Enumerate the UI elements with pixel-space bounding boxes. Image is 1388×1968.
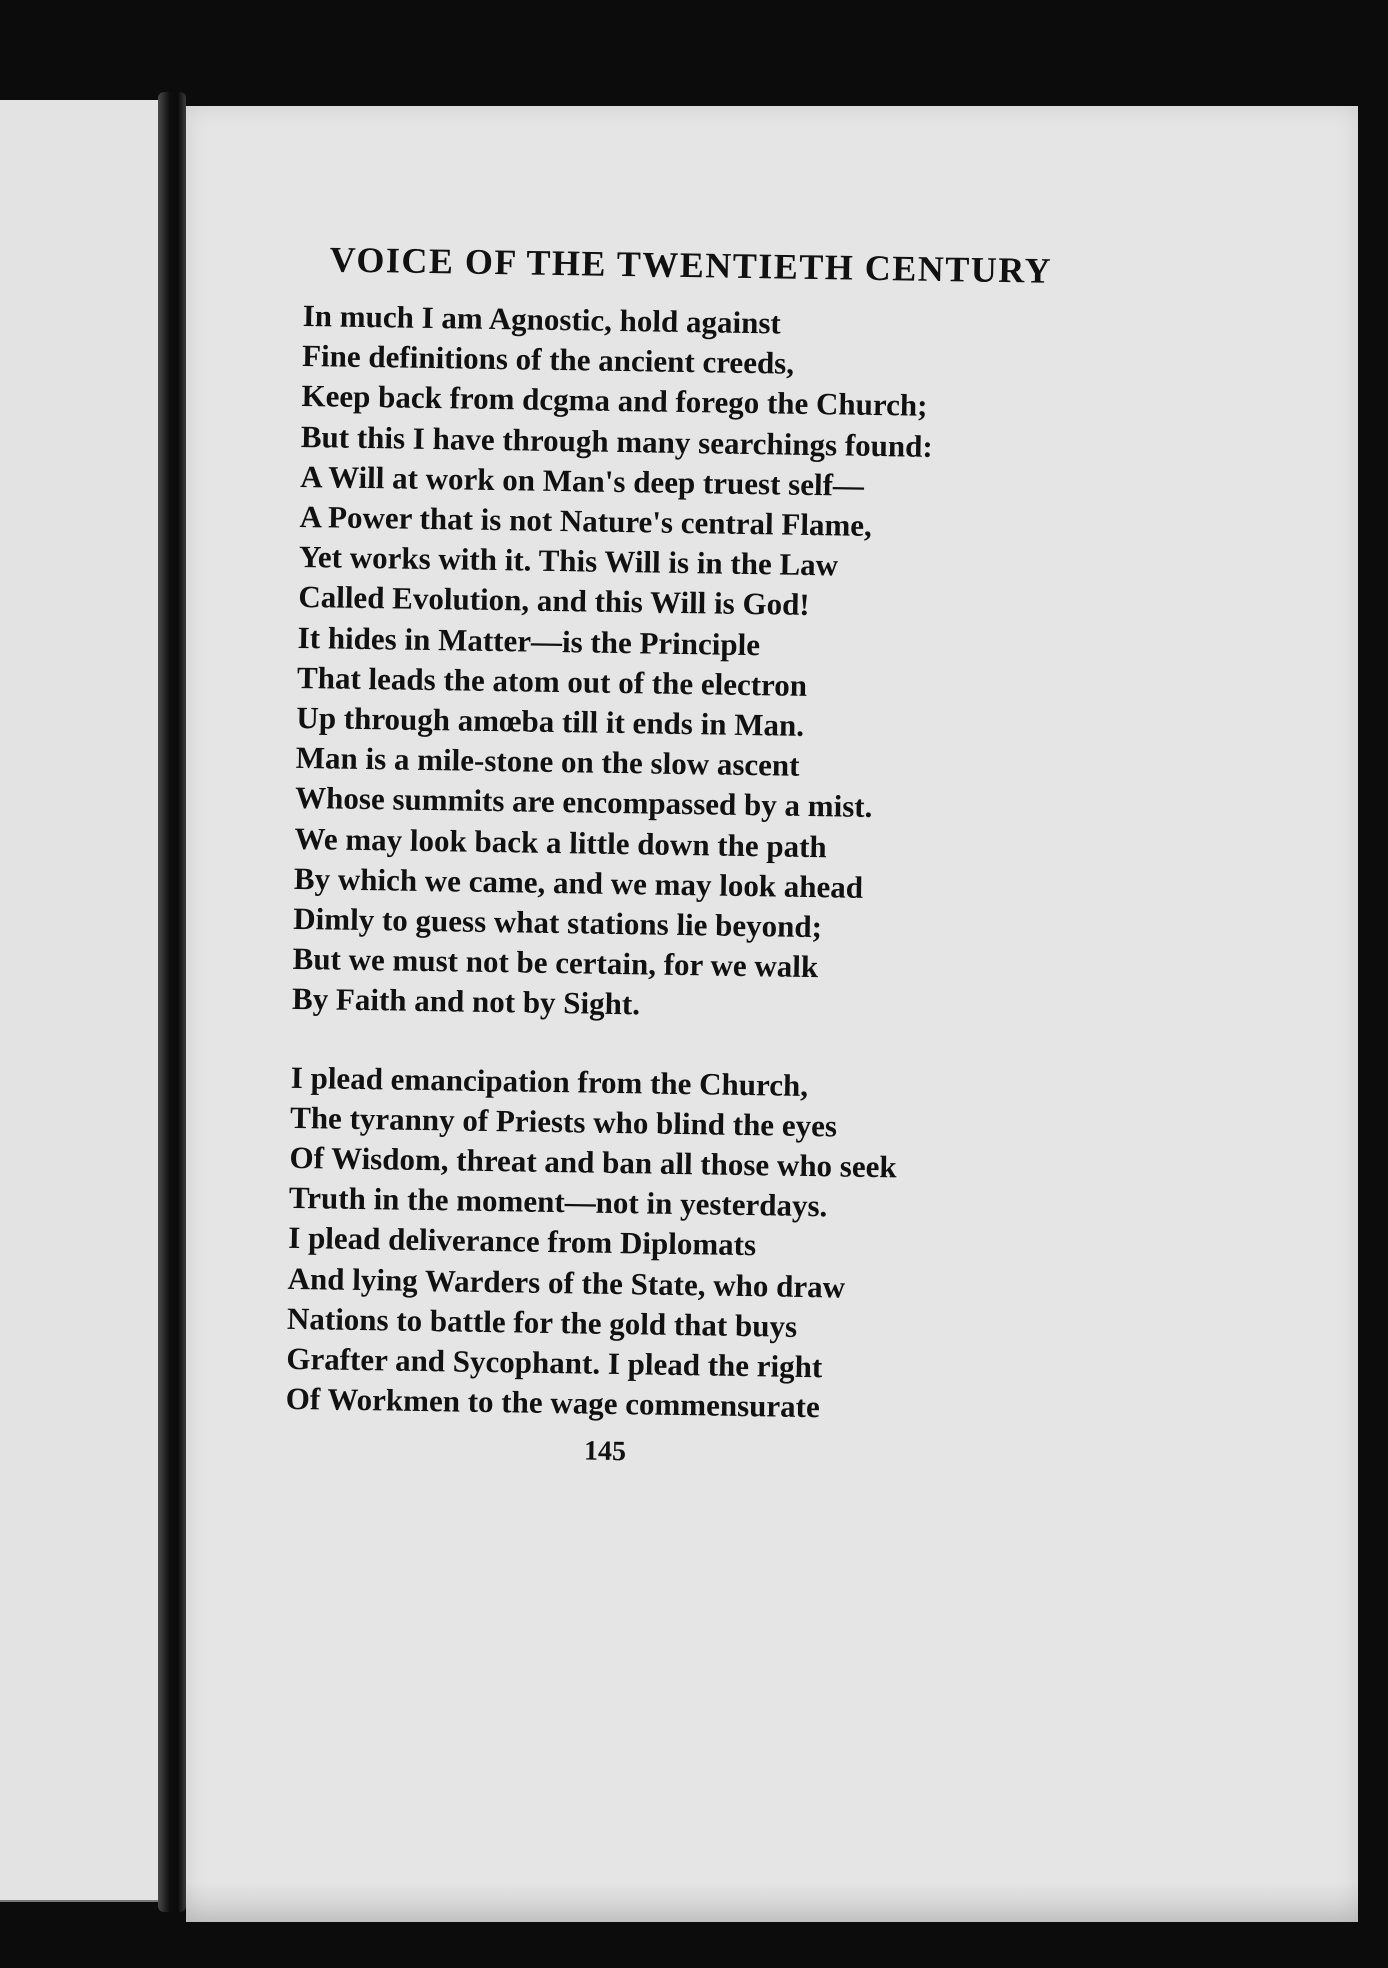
verse-line: Dimly to guess what stations lie beyond; xyxy=(293,900,823,945)
verse-line: But this I have through many searchings found: xyxy=(300,418,934,464)
verse-line: By Faith and not by Sight. xyxy=(291,981,641,1022)
verse-line: I plead emancipation from the Church, xyxy=(290,1059,809,1103)
verse-line: Grafter and Sycophant. I plead the right xyxy=(286,1340,823,1385)
page-text xyxy=(285,238,1134,1476)
verse-line: In much I am Agnostic, hold against xyxy=(302,297,782,341)
verse-line: Truth in the moment—not in yesterdays. xyxy=(288,1180,828,1224)
verse-line: And lying Warders of the State, who draw xyxy=(287,1260,846,1305)
verse-line: That leads the atom out of the electron xyxy=(296,659,808,703)
verse-line: Yet works with it. This Will is in the Law xyxy=(298,539,839,583)
verse-line: Of Workmen to the wage commensurate xyxy=(285,1381,821,1425)
stanza-2 xyxy=(285,1058,1121,1433)
page-number: 145 xyxy=(583,1436,627,1468)
verse-line: I plead deliverance from Diplomats xyxy=(288,1220,757,1263)
book-gutter xyxy=(158,92,186,1912)
verse-line: A Will at work on Man's deep truest self— xyxy=(299,458,865,503)
verse-line: It hides in Matter—is the Principle xyxy=(297,619,761,662)
verse-line: Fine definitions of the ancient creeds, xyxy=(301,338,795,381)
verse-line: By which we came, and we may look ahead xyxy=(293,860,864,905)
verse-line: Up through amœba till it ends in Man. xyxy=(296,699,805,743)
verse-line: Whose summits are encompassed by a mist. xyxy=(294,780,873,825)
verse-line: We may look back a little down the path xyxy=(294,820,828,864)
left-page xyxy=(0,100,172,1902)
verse-line: Called Evolution, and this Will is God! xyxy=(298,579,810,623)
verse-line: Of Wisdom, threat and ban all those who seek xyxy=(289,1139,897,1185)
verse-line: Man is a mile-stone on the slow ascent xyxy=(295,740,800,784)
verse-line: A Power that is not Nature's central Flame, xyxy=(299,498,873,543)
verse-line: But we must not be certain, for we walk xyxy=(292,941,819,985)
verse-line: Nations to battle for the gold that buys xyxy=(286,1300,798,1344)
running-head: VOICE OF THE TWENTIETH CENTURY xyxy=(329,239,1053,291)
verse-line: The tyranny of Priests who blind the eyes xyxy=(289,1099,838,1144)
stanza-1 xyxy=(292,296,1133,1033)
verse-line: Keep back from dcgma and forego the Church; xyxy=(301,378,928,424)
